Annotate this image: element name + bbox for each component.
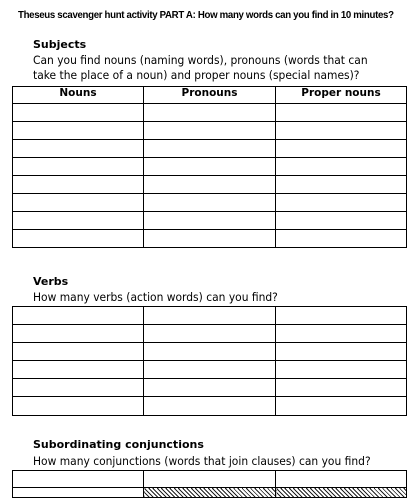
answer-cell[interactable] (144, 379, 276, 397)
answer-cell[interactable] (13, 158, 144, 176)
answer-cell[interactable] (13, 397, 144, 416)
answer-cell[interactable] (144, 104, 276, 122)
table-row (13, 488, 407, 498)
answer-cell[interactable] (144, 140, 276, 158)
table-row (13, 104, 407, 122)
answer-cell[interactable] (144, 471, 276, 488)
answer-cell[interactable] (13, 194, 144, 212)
answer-cell[interactable] (13, 212, 144, 230)
table-row (13, 343, 407, 361)
table-row (13, 212, 407, 230)
answer-cell[interactable] (144, 230, 276, 248)
answer-cell[interactable] (276, 176, 407, 194)
section-heading-verbs: Verbs (33, 275, 69, 288)
section-heading-conjunctions: Subordinating conjunctions (33, 438, 204, 451)
section-description-verbs: How many verbs (action words) can you find? (33, 290, 278, 304)
answer-cell[interactable] (13, 176, 144, 194)
answer-cell[interactable] (13, 361, 144, 379)
answer-cell[interactable] (13, 379, 144, 397)
column-header-nouns: Nouns (13, 87, 144, 104)
answer-cell[interactable] (144, 122, 276, 140)
answer-cell[interactable] (144, 212, 276, 230)
column-header-pronouns: Pronouns (144, 87, 276, 104)
answer-cell[interactable] (13, 104, 144, 122)
answer-cell[interactable] (13, 343, 144, 361)
answer-cell[interactable] (276, 194, 407, 212)
answer-cell[interactable] (276, 379, 407, 397)
answer-cell[interactable] (13, 471, 144, 488)
table-row (13, 194, 407, 212)
answer-cell[interactable] (276, 397, 407, 416)
answer-cell[interactable] (144, 307, 276, 325)
answer-cell[interactable] (144, 343, 276, 361)
table-row (13, 325, 407, 343)
section-description-subjects: Can you find nouns (naming words), pronouns (words that can take the place of a noun) and proper nouns (special names)? (33, 53, 368, 82)
answer-cell[interactable] (144, 158, 276, 176)
section-description-conjunctions: How many conjunctions (words that join clauses) can you find? (33, 454, 371, 468)
table-row (13, 471, 407, 488)
table-row (13, 379, 407, 397)
hatched-cell (276, 488, 407, 498)
table-row (13, 176, 407, 194)
answer-cell[interactable] (276, 104, 407, 122)
answer-cell[interactable] (144, 194, 276, 212)
answer-cell[interactable] (13, 488, 144, 498)
table-row (13, 397, 407, 416)
answer-cell[interactable] (144, 397, 276, 416)
table-header-row (13, 87, 407, 104)
answer-cell[interactable] (276, 230, 407, 248)
answer-cell[interactable] (144, 325, 276, 343)
conjunctions-table (12, 470, 407, 498)
answer-cell[interactable] (144, 361, 276, 379)
table-row (13, 140, 407, 158)
answer-cell[interactable] (276, 158, 407, 176)
table-row (13, 122, 407, 140)
table-row (13, 361, 407, 379)
answer-cell[interactable] (13, 230, 144, 248)
answer-cell[interactable] (276, 343, 407, 361)
answer-cell[interactable] (276, 122, 407, 140)
column-header-proper-nouns: Proper nouns (276, 87, 407, 104)
answer-cell[interactable] (276, 307, 407, 325)
answer-cell[interactable] (13, 307, 144, 325)
answer-cell[interactable] (13, 325, 144, 343)
worksheet-title: Theseus scavenger hunt activity PART A: How many words can you find in 10 minutes? (18, 9, 394, 21)
table-row (13, 230, 407, 248)
subjects-table (12, 86, 407, 248)
hatched-cell (144, 488, 276, 498)
answer-cell[interactable] (276, 361, 407, 379)
answer-cell[interactable] (13, 122, 144, 140)
answer-cell[interactable] (276, 140, 407, 158)
table-row (13, 307, 407, 325)
section-heading-subjects: Subjects (33, 38, 87, 51)
answer-cell[interactable] (276, 212, 407, 230)
answer-cell[interactable] (13, 140, 144, 158)
answer-cell[interactable] (276, 471, 407, 488)
table-row (13, 158, 407, 176)
answer-cell[interactable] (276, 325, 407, 343)
verbs-table (12, 306, 407, 416)
answer-cell[interactable] (144, 176, 276, 194)
